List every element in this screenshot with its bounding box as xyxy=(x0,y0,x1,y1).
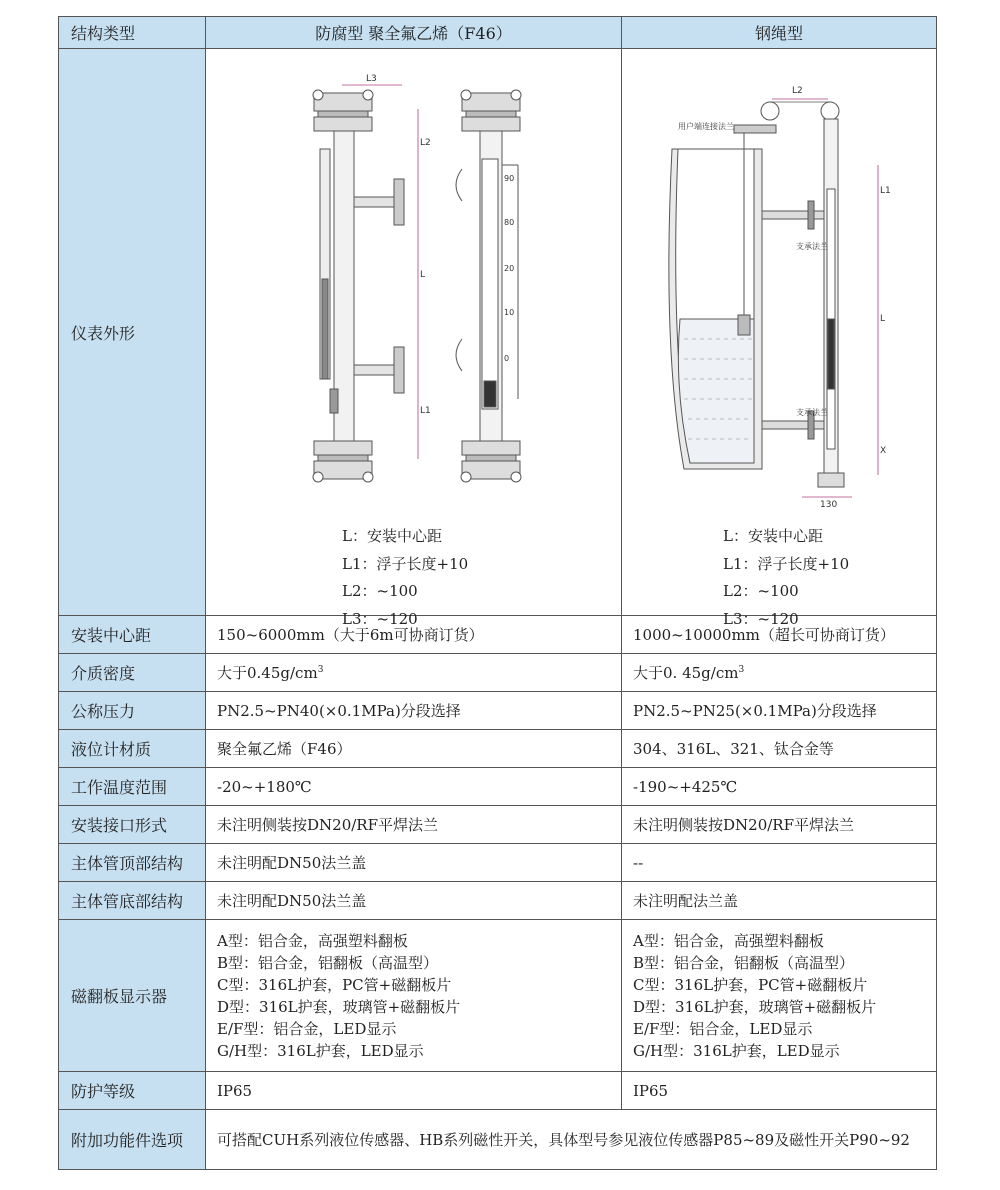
scale-20: 20 xyxy=(504,264,515,273)
row-label: 防护等级 xyxy=(59,1072,206,1110)
row-right-value: -- xyxy=(622,844,937,882)
legend-l1: L1：浮子长度+10 xyxy=(342,554,469,573)
row-left-value: 未注明配DN50法兰盖 xyxy=(206,844,622,882)
density-text: 大于0.45g/cm xyxy=(217,664,318,682)
row-left-value: 未注明配DN50法兰盖 xyxy=(206,882,622,920)
dim-l1-right: L1 xyxy=(880,186,891,196)
display-type-a: A型：铝合金，高强塑料翻板 xyxy=(633,931,824,950)
row-nominal-pressure xyxy=(59,692,937,730)
dim-l-right: L xyxy=(880,314,886,324)
header-anticorrosion-type: 防腐型 聚全氟乙烯（F46） xyxy=(206,17,622,49)
row-interface xyxy=(59,806,937,844)
header-structure-type: 结构类型 xyxy=(59,17,206,49)
row-label: 介质密度 xyxy=(59,654,206,692)
display-type-d: D型：316L护套，玻璃管+磁翻板片 xyxy=(217,997,461,1016)
row-left-value: -20~+180℃ xyxy=(206,768,622,806)
display-type-b: B型：铝合金，铝翻板（高温型） xyxy=(217,953,439,972)
header-row xyxy=(59,17,937,49)
display-type-a: A型：铝合金，高强塑料翻板 xyxy=(217,931,408,950)
legend-l: L：安装中心距 xyxy=(342,527,442,545)
display-type-c: C型：316L护套，PC管+磁翻板片 xyxy=(633,975,868,994)
row-label: 磁翻板显示器 xyxy=(59,920,206,1072)
header-steel-rope-type: 钢绳型 xyxy=(622,17,937,49)
row-label: 主体管顶部结构 xyxy=(59,844,206,882)
row-label: 工作温度范围 xyxy=(59,768,206,806)
display-type-c: C型：316L护套，PC管+磁翻板片 xyxy=(217,975,452,994)
row-left-value: 聚全氟乙烯（F46） xyxy=(206,730,622,768)
row-right-value: 304、316L、321、钛合金等 xyxy=(622,730,937,768)
row-material xyxy=(59,730,937,768)
scale-90: 90 xyxy=(504,174,515,183)
legend-l: L：安装中心距 xyxy=(723,527,823,545)
legend-l3: L3：~120 xyxy=(723,609,799,628)
scale-0: 0 xyxy=(504,354,510,363)
legend-l1: L1：浮子长度+10 xyxy=(723,554,850,573)
row-left-value: IP65 xyxy=(206,1072,622,1110)
density-text: 大于0. 45g/cm xyxy=(633,664,739,682)
row-medium-density xyxy=(59,654,937,692)
row-protection xyxy=(59,1072,937,1110)
display-type-gh: G/H型：316L护套，LED显示 xyxy=(217,1041,424,1060)
row-label: 液位计材质 xyxy=(59,730,206,768)
row-label: 安装中心距 xyxy=(59,616,206,654)
row-addon xyxy=(59,1110,937,1170)
display-right-list xyxy=(622,920,937,1072)
note-user-flange: 用户端连接法兰 xyxy=(678,122,734,131)
dim-l1: L1 xyxy=(420,406,431,416)
right-legend xyxy=(723,523,849,633)
display-left-list xyxy=(206,920,622,1072)
row-right-value: 1000~10000mm（超长可协商订货） xyxy=(622,616,937,654)
density-sup: 3 xyxy=(317,665,324,675)
legend-l2: L2：~100 xyxy=(342,582,418,600)
row-top-structure xyxy=(59,844,937,882)
row-left-value: 未注明侧装按DN20/RF平焊法兰 xyxy=(206,806,622,844)
row-right-value: 未注明配法兰盖 xyxy=(622,882,937,920)
drawing-row xyxy=(59,49,937,616)
row-label: 附加功能件选项 xyxy=(59,1110,206,1170)
row-temperature xyxy=(59,768,937,806)
row-right-value xyxy=(622,654,937,692)
dim-l2-right: L2 xyxy=(792,86,803,96)
row-right-value: -190~+425℃ xyxy=(622,768,937,806)
row-label: 公称压力 xyxy=(59,692,206,730)
row-left-value: 150~6000mm（大于6m可协商订货） xyxy=(206,616,622,654)
row-left-value xyxy=(206,654,622,692)
addon-value: 可搭配CUH系列液位传感器、HB系列磁性开关，具体型号参见液位传感器P85~89及磁性开关P90~92 xyxy=(206,1110,937,1170)
row-bottom-structure xyxy=(59,882,937,920)
note-support-flange-top: 支承法兰 xyxy=(796,242,828,251)
display-type-d: D型：316L护套，玻璃管+磁翻板片 xyxy=(633,997,877,1016)
row-right-value: IP65 xyxy=(622,1072,937,1110)
display-type-b: B型：铝合金，铝翻板（高温型） xyxy=(633,953,855,972)
label-appearance: 仪表外形 xyxy=(59,49,206,616)
legend-l3: L3：~120 xyxy=(342,609,418,628)
dim-width-right: 130 xyxy=(820,500,838,510)
row-left-value: PN2.5~PN40(×0.1MPa)分段选择 xyxy=(206,692,622,730)
row-display xyxy=(59,920,937,1072)
display-type-gh: G/H型：316L护套，LED显示 xyxy=(633,1041,840,1060)
legend-l2: L2：~100 xyxy=(723,582,799,600)
scale-80: 80 xyxy=(504,218,515,227)
row-label: 安装接口形式 xyxy=(59,806,206,844)
dim-l2: L2 xyxy=(420,138,431,148)
dim-l: L xyxy=(420,270,426,280)
row-label: 主体管底部结构 xyxy=(59,882,206,920)
left-legend xyxy=(342,523,468,633)
row-right-value: 未注明侧装按DN20/RF平焊法兰 xyxy=(622,806,937,844)
row-right-value: PN2.5~PN25(×0.1MPa)分段选择 xyxy=(622,692,937,730)
note-support-flange-bottom: 支承法兰 xyxy=(796,408,828,417)
left-drawing-cell xyxy=(206,49,622,628)
right-drawing-cell xyxy=(622,49,937,628)
dim-l3: L3 xyxy=(366,74,377,84)
display-type-ef: E/F型：铝合金，LED显示 xyxy=(633,1019,813,1038)
spec-table xyxy=(58,16,937,1170)
density-sup: 3 xyxy=(738,665,745,675)
display-type-ef: E/F型：铝合金，LED显示 xyxy=(217,1019,397,1038)
dim-x-right: X xyxy=(880,446,887,456)
scale-10: 10 xyxy=(504,308,515,317)
